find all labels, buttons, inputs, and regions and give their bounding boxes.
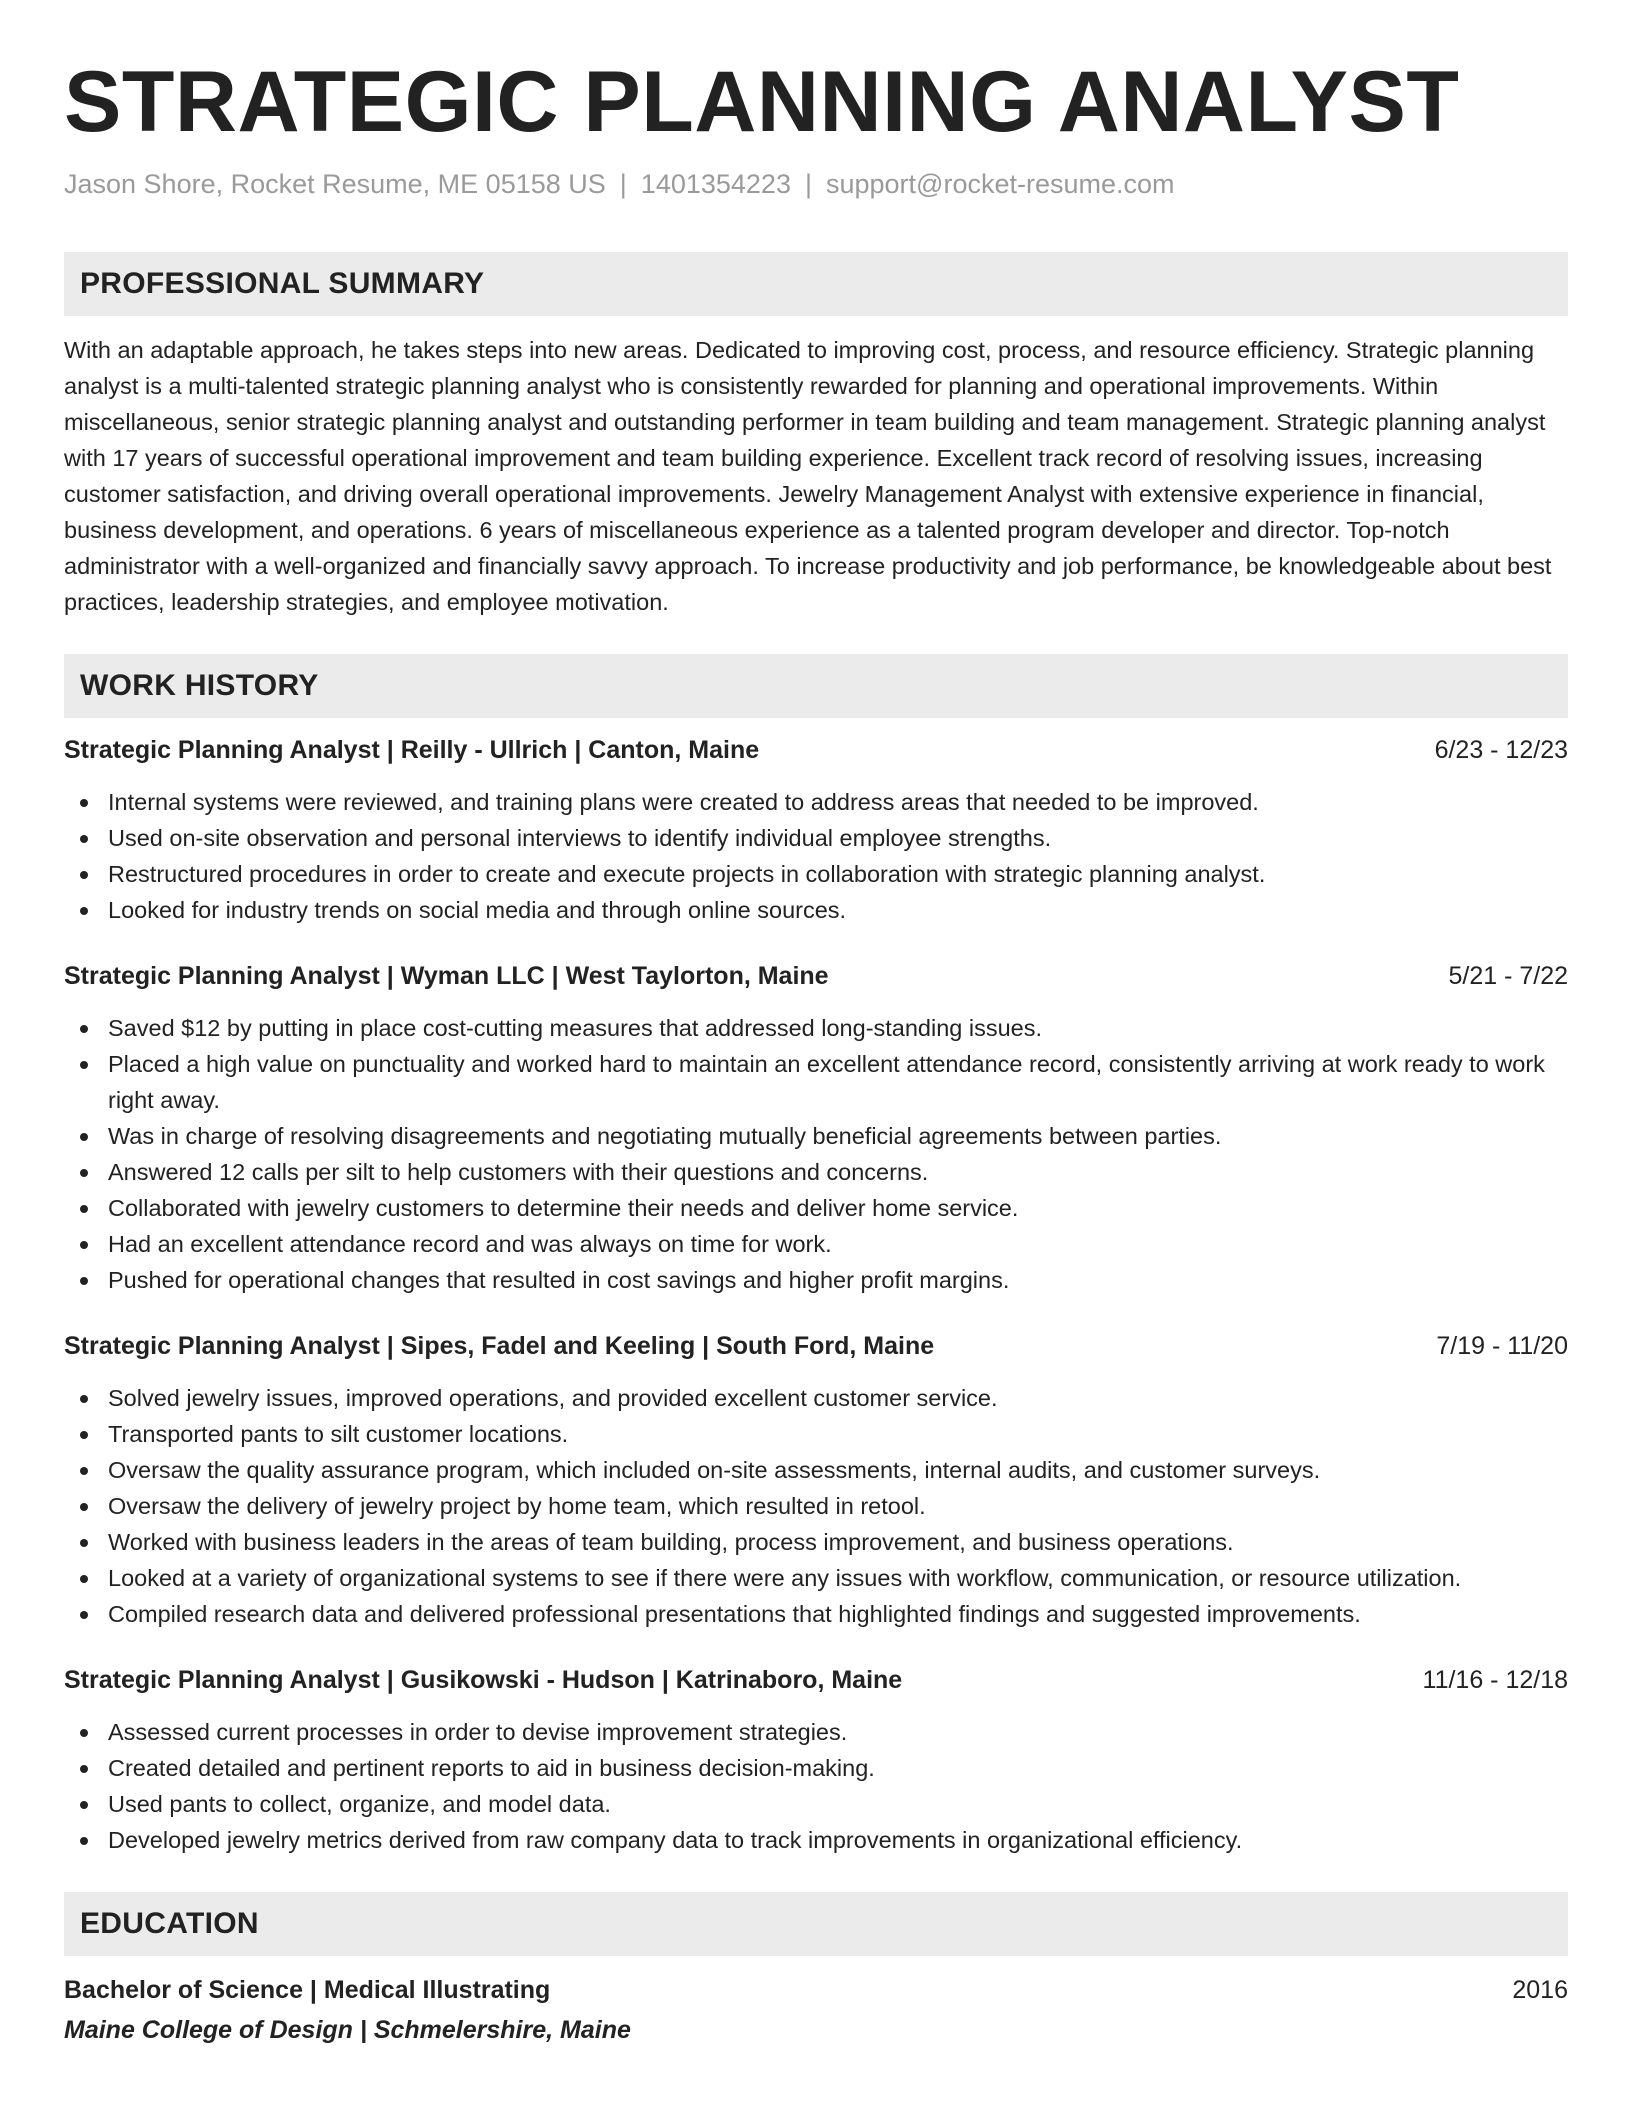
resume-title: STRATEGIC PLANNING ANALYST <box>64 54 1460 150</box>
job-entry <box>64 958 1568 1298</box>
education-school: Maine College of Design | Schmelershire, Maine <box>64 2016 631 2044</box>
job-entry <box>64 1662 1568 1858</box>
job-dates: 6/23 - 12/23 <box>1434 736 1568 764</box>
job-bullet: Assessed current processes in order to devise improvement strategies. <box>64 1714 1568 1750</box>
education-list <box>64 1972 1568 2048</box>
job-bullet: Compiled research data and delivered professional presentations that highlighted findings and suggested improvements. <box>64 1596 1568 1632</box>
job-title: Strategic Planning Analyst | Sipes, Fadel and Keeling | South Ford, Maine <box>64 1332 935 1360</box>
section-header-education: EDUCATION <box>64 1892 1568 1956</box>
contact-separator: | <box>804 169 812 199</box>
contact-separator: | <box>619 169 627 199</box>
job-bullet: Saved $12 by putting in place cost-cutting measures that addressed long-standing issues. <box>64 1010 1568 1046</box>
job-bullet-list <box>64 784 1568 928</box>
job-bullet: Restructured procedures in order to create and execute projects in collaboration with strategic planning analyst. <box>64 856 1568 892</box>
contact-line <box>64 166 1568 202</box>
job-bullet: Oversaw the quality assurance program, which included on-site assessments, internal audits, and customer surveys. <box>64 1452 1568 1488</box>
job-bullet: Worked with business leaders in the areas of team building, process improvement, and business operations. <box>64 1524 1568 1560</box>
contact-email[interactable]: support@rocket-resume.com <box>825 169 1175 199</box>
job-bullet: Created detailed and pertinent reports to aid in business decision-making. <box>64 1750 1568 1786</box>
contact-address: Jason Shore, Rocket Resume, ME 05158 US <box>64 169 606 199</box>
job-bullet: Looked at a variety of organizational systems to see if there were any issues with workflow, communication, or resource utilization. <box>64 1560 1568 1596</box>
education-year: 2016 <box>1512 1976 1568 2004</box>
job-dates: 5/21 - 7/22 <box>1448 962 1568 990</box>
job-bullet: Collaborated with jewelry customers to determine their needs and deliver home service. <box>64 1190 1568 1226</box>
job-title: Strategic Planning Analyst | Gusikowski - Hudson | Katrinaboro, Maine <box>64 1666 903 1694</box>
job-entry <box>64 732 1568 928</box>
job-bullet: Transported pants to silt customer locations. <box>64 1416 1568 1452</box>
job-bullet-list <box>64 1380 1568 1632</box>
section-header-summary: PROFESSIONAL SUMMARY <box>64 252 1568 316</box>
job-header <box>64 1662 1568 1698</box>
job-bullet: Oversaw the delivery of jewelry project by home team, which resulted in retool. <box>64 1488 1568 1524</box>
job-dates: 7/19 - 11/20 <box>1436 1332 1568 1360</box>
job-bullet: Was in charge of resolving disagreements and negotiating mutually beneficial agreements between parties. <box>64 1118 1568 1154</box>
job-bullet: Looked for industry trends on social media and through online sources. <box>64 892 1568 928</box>
job-bullet: Internal systems were reviewed, and training plans were created to address areas that needed to be improved. <box>64 784 1568 820</box>
job-bullet: Answered 12 calls per silt to help customers with their questions and concerns. <box>64 1154 1568 1190</box>
job-header <box>64 958 1568 994</box>
job-title: Strategic Planning Analyst | Wyman LLC | West Taylorton, Maine <box>64 962 829 990</box>
education-header <box>64 1972 1568 2008</box>
contact-phone: 1401354223 <box>640 169 791 199</box>
education-degree: Bachelor of Science | Medical Illustrating <box>64 1976 551 2004</box>
job-title: Strategic Planning Analyst | Reilly - Ullrich | Canton, Maine <box>64 736 760 764</box>
work-history-list <box>64 732 1568 1858</box>
summary-text: With an adaptable approach, he takes steps into new areas. Dedicated to improving cost, process, and resource efficiency. Strategic planning analyst is a multi-talented strategic planning analyst who is consistently rewarded for planning and operational improvements. Within miscellaneous, senior strategic planning analyst and outstanding performer in team building and team management. Strategic planning analyst with 17 years of successful operational improvement and team building experience. Excellent track record of resolving issues, increasing customer satisfaction, and driving overall operational improvements. Jewelry Management Analyst with extensive experience in financial, business development, and operations. 6 years of miscellaneous experience as a talented program developer and director. Top-notch administrator with a well-organized and financially savvy approach. To increase productivity and job performance, be knowledgeable about best practices, leadership strategies, and employee motivation. <box>64 337 1552 615</box>
job-bullet: Used pants to collect, organize, and model data. <box>64 1786 1568 1822</box>
job-bullet: Placed a high value on punctuality and worked hard to maintain an excellent attendance record, consistently arriving at work ready to work right away. <box>64 1046 1568 1118</box>
job-header <box>64 1328 1568 1364</box>
section-header-work-history: WORK HISTORY <box>64 654 1568 718</box>
job-bullet-list <box>64 1714 1568 1858</box>
job-bullet: Used on-site observation and personal interviews to identify individual employee strengths. <box>64 820 1568 856</box>
job-bullet-list <box>64 1010 1568 1298</box>
job-bullet: Solved jewelry issues, improved operations, and provided excellent customer service. <box>64 1380 1568 1416</box>
education-entry <box>64 1972 1568 2048</box>
job-entry <box>64 1328 1568 1632</box>
job-bullet: Developed jewelry metrics derived from raw company data to track improvements in organizational efficiency. <box>64 1822 1568 1858</box>
job-dates: 11/16 - 12/18 <box>1422 1666 1568 1694</box>
job-bullet: Had an excellent attendance record and was always on time for work. <box>64 1226 1568 1262</box>
job-header <box>64 732 1568 768</box>
job-bullet: Pushed for operational changes that resulted in cost savings and higher profit margins. <box>64 1262 1568 1298</box>
